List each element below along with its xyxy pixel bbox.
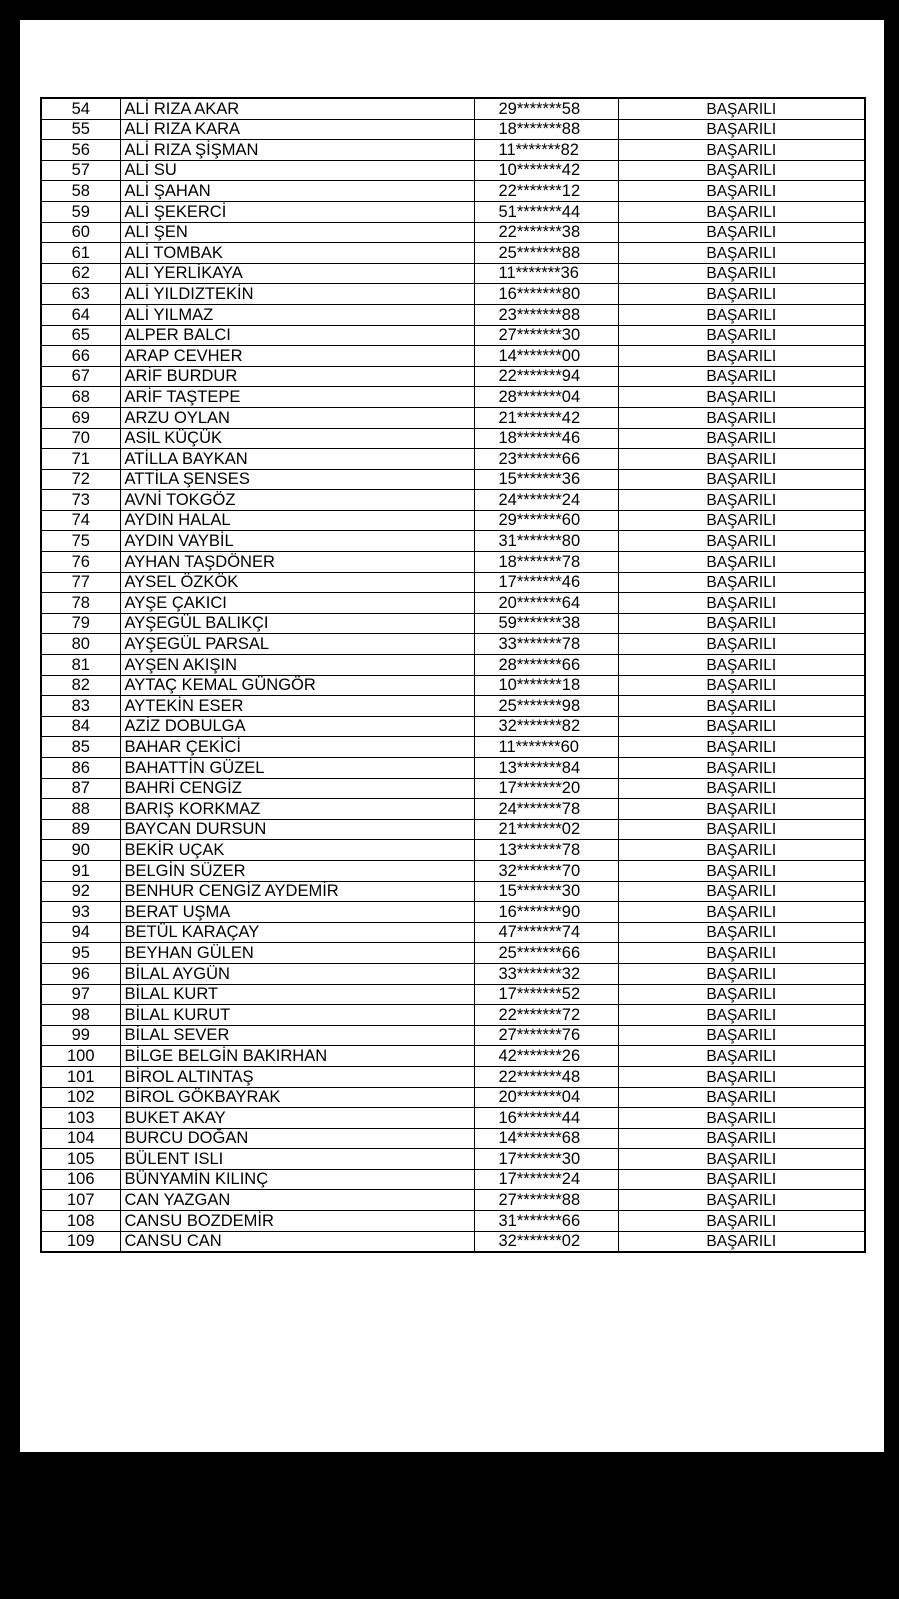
- row-number: 55: [41, 119, 120, 140]
- results-table: [40, 97, 866, 1253]
- table-row: [41, 655, 865, 676]
- table-row: [41, 881, 865, 902]
- masked-id-number: 23*******66: [474, 449, 618, 470]
- table-row: [41, 799, 865, 820]
- row-number: 59: [41, 201, 120, 222]
- person-name: CAN YAZGAN: [120, 1190, 474, 1211]
- row-number: 70: [41, 428, 120, 449]
- row-number: 95: [41, 943, 120, 964]
- table-row: [41, 325, 865, 346]
- masked-id-number: 22*******72: [474, 1005, 618, 1026]
- masked-id-number: 17*******20: [474, 778, 618, 799]
- table-row: [41, 181, 865, 202]
- table-row: [41, 552, 865, 573]
- person-name: AYDIN HALAL: [120, 510, 474, 531]
- masked-id-number: 42*******26: [474, 1046, 618, 1067]
- row-number: 69: [41, 407, 120, 428]
- masked-id-number: 17*******24: [474, 1169, 618, 1190]
- row-number: 56: [41, 140, 120, 161]
- table-row: [41, 160, 865, 181]
- masked-id-number: 18*******88: [474, 119, 618, 140]
- person-name: BELGİN SÜZER: [120, 860, 474, 881]
- table-row: [41, 963, 865, 984]
- person-name: ATİLLA BAYKAN: [120, 449, 474, 470]
- table-row: [41, 860, 865, 881]
- result-status: BAŞARILI: [618, 778, 865, 799]
- masked-id-number: 16*******80: [474, 284, 618, 305]
- table-row: [41, 1046, 865, 1067]
- masked-id-number: 15*******36: [474, 469, 618, 490]
- row-number: 83: [41, 696, 120, 717]
- row-number: 92: [41, 881, 120, 902]
- masked-id-number: 20*******64: [474, 593, 618, 614]
- result-status: BAŞARILI: [618, 716, 865, 737]
- table-row: [41, 531, 865, 552]
- table-row: [41, 263, 865, 284]
- row-number: 65: [41, 325, 120, 346]
- result-status: BAŞARILI: [618, 531, 865, 552]
- person-name: AYŞEGÜL BALIKÇI: [120, 613, 474, 634]
- result-status: BAŞARILI: [618, 922, 865, 943]
- table-row: [41, 140, 865, 161]
- person-name: ALİ YILMAZ: [120, 304, 474, 325]
- table-row: [41, 902, 865, 923]
- masked-id-number: 24*******24: [474, 490, 618, 511]
- row-number: 100: [41, 1046, 120, 1067]
- row-number: 62: [41, 263, 120, 284]
- masked-id-number: 21*******42: [474, 407, 618, 428]
- result-status: BAŞARILI: [618, 943, 865, 964]
- masked-id-number: 17*******30: [474, 1149, 618, 1170]
- table-row: [41, 943, 865, 964]
- masked-id-number: 15*******30: [474, 881, 618, 902]
- table-row: [41, 1169, 865, 1190]
- row-number: 102: [41, 1087, 120, 1108]
- person-name: ASİL KÜÇÜK: [120, 428, 474, 449]
- result-status: BAŞARILI: [618, 1025, 865, 1046]
- result-status: BAŞARILI: [618, 881, 865, 902]
- table-row: [41, 304, 865, 325]
- person-name: BİLAL KURT: [120, 984, 474, 1005]
- row-number: 106: [41, 1169, 120, 1190]
- row-number: 60: [41, 222, 120, 243]
- result-status: BAŞARILI: [618, 119, 865, 140]
- row-number: 75: [41, 531, 120, 552]
- masked-id-number: 27*******76: [474, 1025, 618, 1046]
- result-status: BAŞARILI: [618, 840, 865, 861]
- table-row: [41, 98, 865, 119]
- row-number: 76: [41, 552, 120, 573]
- table-row: [41, 758, 865, 779]
- result-status: BAŞARILI: [618, 799, 865, 820]
- masked-id-number: 10*******18: [474, 675, 618, 696]
- person-name: AYŞE ÇAKICI: [120, 593, 474, 614]
- table-row: [41, 387, 865, 408]
- masked-id-number: 28*******66: [474, 655, 618, 676]
- result-status: BAŞARILI: [618, 860, 865, 881]
- masked-id-number: 22*******12: [474, 181, 618, 202]
- person-name: ALİ RIZA KARA: [120, 119, 474, 140]
- person-name: ALİ ŞEKERCİ: [120, 201, 474, 222]
- person-name: AYTEKİN ESER: [120, 696, 474, 717]
- person-name: ARAP CEVHER: [120, 346, 474, 367]
- row-number: 93: [41, 902, 120, 923]
- masked-id-number: 16*******44: [474, 1108, 618, 1129]
- person-name: BİLAL KURUT: [120, 1005, 474, 1026]
- person-name: BİLGE BELGİN BAKIRHAN: [120, 1046, 474, 1067]
- person-name: ALİ RIZA ŞİŞMAN: [120, 140, 474, 161]
- masked-id-number: 27*******30: [474, 325, 618, 346]
- person-name: ALİ YERLİKAYA: [120, 263, 474, 284]
- masked-id-number: 59*******38: [474, 613, 618, 634]
- person-name: BURCU DOĞAN: [120, 1128, 474, 1149]
- row-number: 96: [41, 963, 120, 984]
- row-number: 72: [41, 469, 120, 490]
- row-number: 99: [41, 1025, 120, 1046]
- person-name: ARİF BURDUR: [120, 366, 474, 387]
- person-name: BİROL ALTINTAŞ: [120, 1066, 474, 1087]
- table-row: [41, 490, 865, 511]
- result-status: BAŞARILI: [618, 449, 865, 470]
- row-number: 58: [41, 181, 120, 202]
- result-status: BAŞARILI: [618, 1211, 865, 1232]
- person-name: AYŞEGÜL PARSAL: [120, 634, 474, 655]
- person-name: ALİ YILDIZTEKİN: [120, 284, 474, 305]
- person-name: BENHUR CENGİZ AYDEMİR: [120, 881, 474, 902]
- masked-id-number: 29*******58: [474, 98, 618, 119]
- row-number: 73: [41, 490, 120, 511]
- result-status: BAŞARILI: [618, 346, 865, 367]
- table-row: [41, 346, 865, 367]
- result-status: BAŞARILI: [618, 181, 865, 202]
- masked-id-number: 28*******04: [474, 387, 618, 408]
- table-row: [41, 634, 865, 655]
- row-number: 109: [41, 1231, 120, 1252]
- table-row: [41, 1005, 865, 1026]
- person-name: BİROL GÖKBAYRAK: [120, 1087, 474, 1108]
- row-number: 78: [41, 593, 120, 614]
- result-status: BAŞARILI: [618, 1169, 865, 1190]
- person-name: ARİF TAŞTEPE: [120, 387, 474, 408]
- result-status: BAŞARILI: [618, 222, 865, 243]
- result-status: BAŞARILI: [618, 1087, 865, 1108]
- table-row: [41, 1087, 865, 1108]
- person-name: CANSU CAN: [120, 1231, 474, 1252]
- result-status: BAŞARILI: [618, 696, 865, 717]
- row-number: 66: [41, 346, 120, 367]
- result-status: BAŞARILI: [618, 510, 865, 531]
- masked-id-number: 16*******90: [474, 902, 618, 923]
- masked-id-number: 31*******66: [474, 1211, 618, 1232]
- table-row: [41, 716, 865, 737]
- result-status: BAŞARILI: [618, 160, 865, 181]
- result-status: BAŞARILI: [618, 428, 865, 449]
- result-status: BAŞARILI: [618, 263, 865, 284]
- masked-id-number: 13*******84: [474, 758, 618, 779]
- result-status: BAŞARILI: [618, 613, 865, 634]
- row-number: 98: [41, 1005, 120, 1026]
- person-name: ALİ ŞEN: [120, 222, 474, 243]
- table-row: [41, 119, 865, 140]
- masked-id-number: 27*******88: [474, 1190, 618, 1211]
- masked-id-number: 17*******46: [474, 572, 618, 593]
- row-number: 74: [41, 510, 120, 531]
- row-number: 79: [41, 613, 120, 634]
- masked-id-number: 14*******68: [474, 1128, 618, 1149]
- row-number: 57: [41, 160, 120, 181]
- row-number: 107: [41, 1190, 120, 1211]
- table-row: [41, 984, 865, 1005]
- row-number: 103: [41, 1108, 120, 1129]
- person-name: BEYHAN GÜLEN: [120, 943, 474, 964]
- result-status: BAŞARILI: [618, 304, 865, 325]
- table-row: [41, 1149, 865, 1170]
- row-number: 88: [41, 799, 120, 820]
- person-name: AYSEL ÖZKÖK: [120, 572, 474, 593]
- person-name: BAHAR ÇEKİCİ: [120, 737, 474, 758]
- row-number: 101: [41, 1066, 120, 1087]
- masked-id-number: 25*******66: [474, 943, 618, 964]
- person-name: ARZU OYLAN: [120, 407, 474, 428]
- result-status: BAŞARILI: [618, 469, 865, 490]
- result-status: BAŞARILI: [618, 1046, 865, 1067]
- masked-id-number: 32*******70: [474, 860, 618, 881]
- result-status: BAŞARILI: [618, 1190, 865, 1211]
- row-number: 64: [41, 304, 120, 325]
- masked-id-number: 11*******60: [474, 737, 618, 758]
- table-row: [41, 1231, 865, 1252]
- result-status: BAŞARILI: [618, 140, 865, 161]
- person-name: BAYCAN DURSUN: [120, 819, 474, 840]
- table-row: [41, 1190, 865, 1211]
- row-number: 94: [41, 922, 120, 943]
- person-name: AZİZ DOBULGA: [120, 716, 474, 737]
- table-row: [41, 469, 865, 490]
- masked-id-number: 22*******94: [474, 366, 618, 387]
- person-name: BÜNYAMİN KILINÇ: [120, 1169, 474, 1190]
- result-status: BAŞARILI: [618, 407, 865, 428]
- row-number: 85: [41, 737, 120, 758]
- result-status: BAŞARILI: [618, 634, 865, 655]
- result-status: BAŞARILI: [618, 387, 865, 408]
- table-row: [41, 510, 865, 531]
- table-row: [41, 613, 865, 634]
- table-row: [41, 922, 865, 943]
- person-name: CANSU BOZDEMİR: [120, 1211, 474, 1232]
- person-name: AVNİ TOKGÖZ: [120, 490, 474, 511]
- row-number: 71: [41, 449, 120, 470]
- table-row: [41, 243, 865, 264]
- masked-id-number: 18*******46: [474, 428, 618, 449]
- document-page: [20, 20, 884, 1452]
- result-status: BAŞARILI: [618, 984, 865, 1005]
- result-status: BAŞARILI: [618, 98, 865, 119]
- table-row: [41, 222, 865, 243]
- masked-id-number: 18*******78: [474, 552, 618, 573]
- masked-id-number: 14*******00: [474, 346, 618, 367]
- row-number: 82: [41, 675, 120, 696]
- result-status: BAŞARILI: [618, 1231, 865, 1252]
- table-row: [41, 1128, 865, 1149]
- row-number: 84: [41, 716, 120, 737]
- person-name: ATTİLA ŞENSES: [120, 469, 474, 490]
- result-status: BAŞARILI: [618, 819, 865, 840]
- row-number: 104: [41, 1128, 120, 1149]
- result-status: BAŞARILI: [618, 902, 865, 923]
- person-name: ALPER BALCI: [120, 325, 474, 346]
- table-row: [41, 572, 865, 593]
- person-name: ALİ RIZA AKAR: [120, 98, 474, 119]
- masked-id-number: 11*******82: [474, 140, 618, 161]
- person-name: BİLAL SEVER: [120, 1025, 474, 1046]
- table-row: [41, 737, 865, 758]
- masked-id-number: 33*******32: [474, 963, 618, 984]
- masked-id-number: 20*******04: [474, 1087, 618, 1108]
- result-status: BAŞARILI: [618, 243, 865, 264]
- table-row: [41, 593, 865, 614]
- result-status: BAŞARILI: [618, 675, 865, 696]
- table-row: [41, 696, 865, 717]
- row-number: 68: [41, 387, 120, 408]
- result-status: BAŞARILI: [618, 552, 865, 573]
- masked-id-number: 32*******02: [474, 1231, 618, 1252]
- table-row: [41, 407, 865, 428]
- masked-id-number: 10*******42: [474, 160, 618, 181]
- masked-id-number: 47*******74: [474, 922, 618, 943]
- person-name: BÜLENT ISLI: [120, 1149, 474, 1170]
- masked-id-number: 13*******78: [474, 840, 618, 861]
- table-row: [41, 366, 865, 387]
- masked-id-number: 51*******44: [474, 201, 618, 222]
- result-status: BAŞARILI: [618, 1149, 865, 1170]
- person-name: AYŞEN AKIŞIN: [120, 655, 474, 676]
- row-number: 89: [41, 819, 120, 840]
- masked-id-number: 23*******88: [474, 304, 618, 325]
- table-row: [41, 428, 865, 449]
- table-row: [41, 1066, 865, 1087]
- person-name: BEKİR UÇAK: [120, 840, 474, 861]
- result-status: BAŞARILI: [618, 366, 865, 387]
- row-number: 91: [41, 860, 120, 881]
- person-name: AYDIN VAYBİL: [120, 531, 474, 552]
- row-number: 54: [41, 98, 120, 119]
- masked-id-number: 25*******88: [474, 243, 618, 264]
- masked-id-number: 17*******52: [474, 984, 618, 1005]
- result-status: BAŞARILI: [618, 284, 865, 305]
- person-name: BAHATTİN GÜZEL: [120, 758, 474, 779]
- person-name: AYTAÇ KEMAL GÜNGÖR: [120, 675, 474, 696]
- masked-id-number: 24*******78: [474, 799, 618, 820]
- row-number: 86: [41, 758, 120, 779]
- result-status: BAŞARILI: [618, 490, 865, 511]
- row-number: 67: [41, 366, 120, 387]
- masked-id-number: 11*******36: [474, 263, 618, 284]
- person-name: BETÜL KARAÇAY: [120, 922, 474, 943]
- result-status: BAŞARILI: [618, 758, 865, 779]
- table-row: [41, 1025, 865, 1046]
- row-number: 90: [41, 840, 120, 861]
- result-status: BAŞARILI: [618, 325, 865, 346]
- table-row: [41, 840, 865, 861]
- masked-id-number: 29*******60: [474, 510, 618, 531]
- row-number: 105: [41, 1149, 120, 1170]
- table-row: [41, 201, 865, 222]
- person-name: ALİ ŞAHAN: [120, 181, 474, 202]
- row-number: 80: [41, 634, 120, 655]
- row-number: 77: [41, 572, 120, 593]
- row-number: 61: [41, 243, 120, 264]
- table-row: [41, 778, 865, 799]
- masked-id-number: 32*******82: [474, 716, 618, 737]
- masked-id-number: 25*******98: [474, 696, 618, 717]
- person-name: BARIŞ KORKMAZ: [120, 799, 474, 820]
- table-row: [41, 284, 865, 305]
- table-row: [41, 1108, 865, 1129]
- table-row: [41, 449, 865, 470]
- person-name: BERAT UŞMA: [120, 902, 474, 923]
- result-status: BAŞARILI: [618, 593, 865, 614]
- person-name: ALİ SU: [120, 160, 474, 181]
- person-name: AYHAN TAŞDÖNER: [120, 552, 474, 573]
- masked-id-number: 33*******78: [474, 634, 618, 655]
- row-number: 81: [41, 655, 120, 676]
- result-status: BAŞARILI: [618, 1005, 865, 1026]
- result-status: BAŞARILI: [618, 1108, 865, 1129]
- person-name: ALİ TOMBAK: [120, 243, 474, 264]
- person-name: BİLAL AYGÜN: [120, 963, 474, 984]
- result-status: BAŞARILI: [618, 737, 865, 758]
- result-status: BAŞARILI: [618, 201, 865, 222]
- masked-id-number: 21*******02: [474, 819, 618, 840]
- table-row: [41, 819, 865, 840]
- table-row: [41, 1211, 865, 1232]
- person-name: BUKET AKAY: [120, 1108, 474, 1129]
- masked-id-number: 31*******80: [474, 531, 618, 552]
- result-status: BAŞARILI: [618, 572, 865, 593]
- row-number: 108: [41, 1211, 120, 1232]
- row-number: 87: [41, 778, 120, 799]
- result-status: BAŞARILI: [618, 963, 865, 984]
- row-number: 63: [41, 284, 120, 305]
- result-status: BAŞARILI: [618, 1128, 865, 1149]
- row-number: 97: [41, 984, 120, 1005]
- person-name: BAHRİ CENGİZ: [120, 778, 474, 799]
- masked-id-number: 22*******48: [474, 1066, 618, 1087]
- masked-id-number: 22*******38: [474, 222, 618, 243]
- result-status: BAŞARILI: [618, 1066, 865, 1087]
- result-status: BAŞARILI: [618, 655, 865, 676]
- table-row: [41, 675, 865, 696]
- results-table-body: [41, 98, 865, 1252]
